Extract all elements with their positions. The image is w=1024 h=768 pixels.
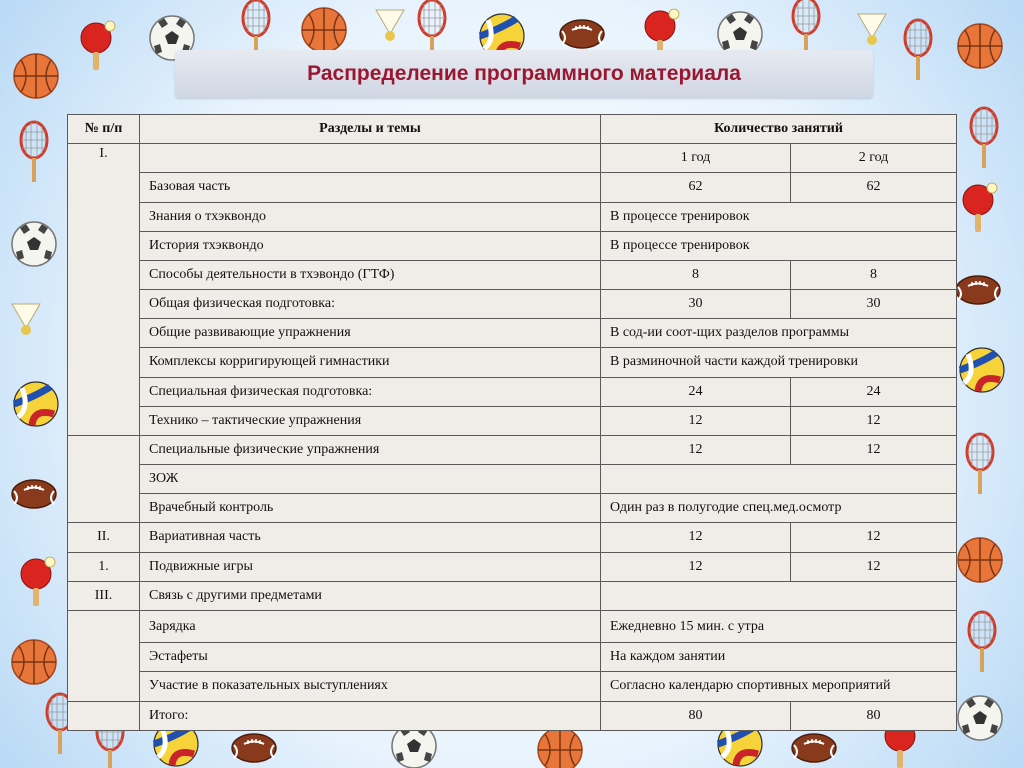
table-row — [68, 290, 957, 319]
ping-pong-paddle-icon — [81, 21, 115, 70]
table-row — [68, 552, 957, 581]
table-cell — [68, 701, 140, 730]
header-topics: Разделы и темы — [140, 115, 601, 144]
slide-title-bar — [175, 50, 873, 98]
shuttlecock-icon — [376, 10, 404, 41]
topic-cell: Базовая часть — [140, 173, 601, 202]
section-num-cell-empty — [68, 435, 140, 523]
topic-cell: Специальная физическая подготовка: — [140, 377, 601, 406]
rugby-ball-icon — [956, 276, 1000, 304]
basketball-icon — [12, 640, 56, 684]
slide-title: Распределение программного материала — [307, 62, 741, 85]
basketball-icon — [14, 54, 58, 98]
table-row — [68, 348, 957, 377]
table-row — [68, 465, 957, 494]
table-row — [68, 643, 957, 672]
span-cell — [601, 581, 957, 610]
section-num-cell: I. — [68, 144, 140, 436]
year2-cell: 80 — [791, 701, 957, 730]
year1-cell: 24 — [601, 377, 791, 406]
section-num-cell: III. — [68, 581, 140, 610]
header-num: № п/п — [68, 115, 140, 144]
section-num-cell: II. — [68, 523, 140, 552]
basketball-icon — [302, 8, 346, 52]
header-year2: 2 год — [791, 144, 957, 173]
span-cell — [601, 465, 957, 494]
topic-cell: Знания о тхэквондо — [140, 202, 601, 231]
shuttlecock-icon — [858, 14, 886, 45]
year1-cell: 62 — [601, 173, 791, 202]
ping-pong-paddle-icon — [963, 183, 997, 232]
topic-cell: ЗОЖ — [140, 465, 601, 494]
topic-cell: Технико – тактические упражнения — [140, 406, 601, 435]
table-cell — [140, 144, 601, 173]
topic-cell: Итого: — [140, 701, 601, 730]
program-table-container — [67, 114, 956, 731]
table-row — [68, 581, 957, 610]
year2-cell: 24 — [791, 377, 957, 406]
section-num-cell: 1. — [68, 552, 140, 581]
span-cell: Один раз в полугодие спец.мед.осмотр — [601, 494, 957, 523]
table-row — [68, 610, 957, 642]
tennis-racket-icon — [971, 108, 997, 168]
table-header-row — [68, 115, 957, 144]
table-row — [68, 202, 957, 231]
basketball-icon — [958, 24, 1002, 68]
topic-cell: Зарядка — [140, 610, 601, 642]
year2-cell: 12 — [791, 435, 957, 464]
span-cell: На каждом занятии — [601, 643, 957, 672]
topic-cell: Общие развивающие упражнения — [140, 319, 601, 348]
shuttlecock-icon — [12, 304, 40, 335]
span-cell: В процессе тренировок — [601, 231, 957, 260]
year2-cell: 12 — [791, 552, 957, 581]
volleyball-icon — [960, 348, 1004, 392]
year1-cell: 12 — [601, 523, 791, 552]
year2-cell: 8 — [791, 260, 957, 289]
span-cell: Согласно календарю спортивных мероприятий — [601, 672, 957, 701]
topic-cell: Связь с другими предметами — [140, 581, 601, 610]
span-cell: В сод-ии соот-щих разделов программы — [601, 319, 957, 348]
topic-cell: Участие в показательных выступлениях — [140, 672, 601, 701]
span-cell: Ежедневно 15 мин. с утра — [601, 610, 957, 642]
tennis-racket-icon — [21, 122, 47, 182]
basketball-icon — [538, 728, 582, 768]
tennis-racket-icon — [967, 434, 993, 494]
header-count: Количество занятий — [601, 115, 957, 144]
topic-cell: Вариативная часть — [140, 523, 601, 552]
table-row — [68, 377, 957, 406]
rugby-ball-icon — [560, 20, 604, 48]
ping-pong-paddle-icon — [21, 557, 55, 606]
table-row — [68, 494, 957, 523]
soccer-ball-icon — [12, 222, 56, 266]
basketball-icon — [958, 538, 1002, 582]
year1-cell: 12 — [601, 552, 791, 581]
span-cell: В процессе тренировок — [601, 202, 957, 231]
table-subheader-row — [68, 144, 957, 173]
tennis-racket-icon — [969, 612, 995, 672]
year1-cell: 30 — [601, 290, 791, 319]
topic-cell: Способы деятельности в тхэвондо (ГТФ) — [140, 260, 601, 289]
table-row — [68, 435, 957, 464]
topic-cell: Подвижные игры — [140, 552, 601, 581]
span-cell: В разминочной части каждой тренировки — [601, 348, 957, 377]
soccer-ball-icon — [958, 696, 1002, 740]
rugby-ball-icon — [232, 734, 276, 762]
table-total-row — [68, 701, 957, 730]
topic-cell: История тхэквондо — [140, 231, 601, 260]
year2-cell: 30 — [791, 290, 957, 319]
tennis-racket-icon — [905, 20, 931, 80]
year1-cell: 80 — [601, 701, 791, 730]
year2-cell: 12 — [791, 406, 957, 435]
year1-cell: 8 — [601, 260, 791, 289]
table-row — [68, 523, 957, 552]
topic-cell: Специальные физические упражнения — [140, 435, 601, 464]
year1-cell: 12 — [601, 435, 791, 464]
topic-cell: Эстафеты — [140, 643, 601, 672]
year1-cell: 12 — [601, 406, 791, 435]
topic-cell: Общая физическая подготовка: — [140, 290, 601, 319]
rugby-ball-icon — [12, 480, 56, 508]
rugby-ball-icon — [792, 734, 836, 762]
year2-cell: 62 — [791, 173, 957, 202]
table-row — [68, 231, 957, 260]
topic-cell: Комплексы корригирующей гимнастики — [140, 348, 601, 377]
table-row — [68, 260, 957, 289]
year2-cell: 12 — [791, 523, 957, 552]
table-row — [68, 173, 957, 202]
topic-cell: Врачебный контроль — [140, 494, 601, 523]
header-year1: 1 год — [601, 144, 791, 173]
table-row — [68, 672, 957, 701]
program-distribution-table — [67, 114, 957, 731]
table-row — [68, 319, 957, 348]
volleyball-icon — [14, 382, 58, 426]
table-row — [68, 406, 957, 435]
section-num-cell-empty — [68, 610, 140, 701]
